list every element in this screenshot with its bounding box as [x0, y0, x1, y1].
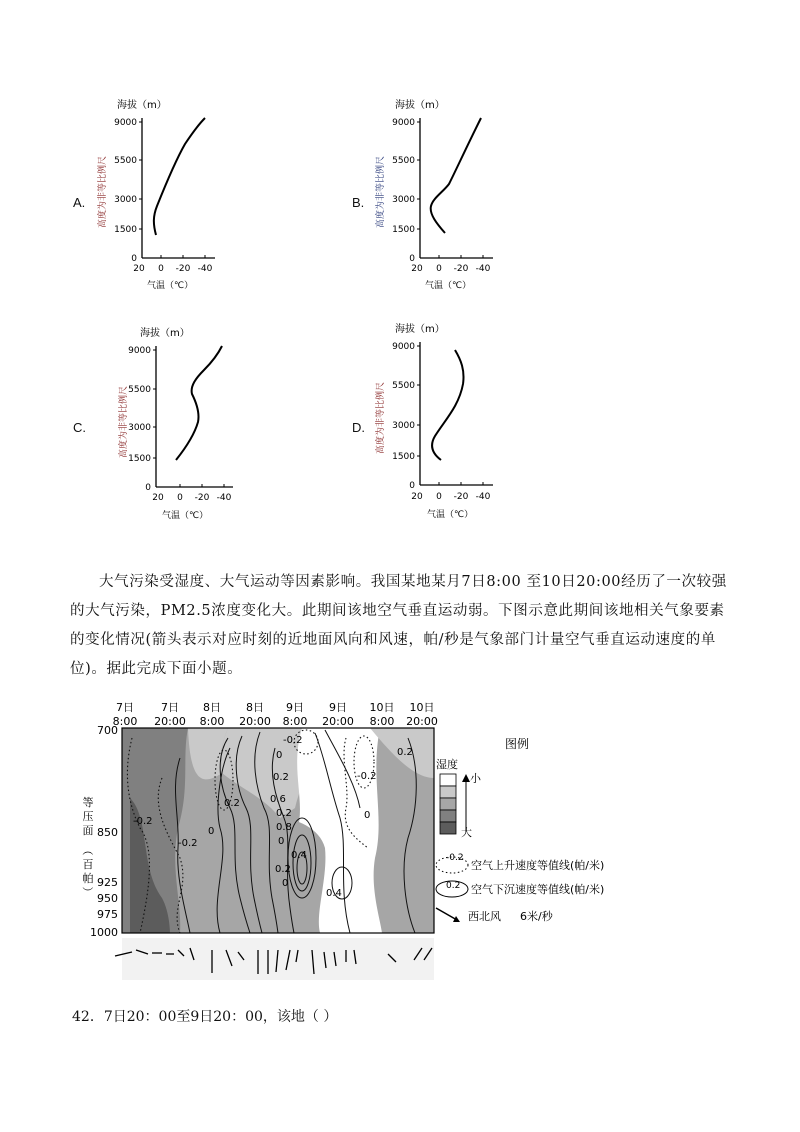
svg-text:20: 20: [411, 492, 423, 502]
svg-text:20:00: 20:00: [322, 715, 354, 728]
svg-text:3000: 3000: [392, 195, 415, 205]
svg-text:0: 0: [409, 481, 415, 491]
svg-text:8日: 8日: [203, 701, 221, 714]
svg-text:西北风: 西北风: [468, 910, 501, 923]
svg-text:0: 0: [282, 878, 289, 889]
svg-text:0.6: 0.6: [270, 794, 286, 805]
svg-text:气温（℃）: 气温（℃）: [427, 510, 474, 520]
temperature-profile-graph: [373, 96, 513, 296]
svg-text:-0.2: -0.2: [283, 735, 303, 746]
svg-text:5500: 5500: [128, 385, 151, 395]
y-title: 海拔（m）: [117, 100, 167, 111]
svg-text:3000: 3000: [114, 195, 137, 205]
svg-text:等: 等: [82, 796, 94, 809]
svg-text:6米/秒: 6米/秒: [520, 910, 553, 923]
svg-text:1500: 1500: [392, 452, 415, 462]
svg-text:9000: 9000: [392, 118, 415, 128]
svg-text:5500: 5500: [392, 156, 415, 166]
svg-text:1500: 1500: [114, 225, 137, 235]
svg-text:850: 850: [97, 826, 118, 839]
svg-text:气温（℃）: 气温（℃）: [147, 281, 194, 291]
svg-text:0: 0: [158, 264, 164, 274]
svg-text:-0.2: -0.2: [178, 838, 198, 849]
humidity-scale: [440, 774, 456, 834]
temperature-profile-graph: [373, 318, 513, 523]
svg-text:0: 0: [208, 826, 215, 837]
svg-text:气温（℃）: 气温（℃）: [425, 281, 472, 291]
svg-text:1000: 1000: [90, 926, 118, 939]
svg-text:5500: 5500: [392, 381, 415, 391]
svg-text:海拔（m）: 海拔（m）: [395, 100, 445, 111]
option-letter: C.: [73, 420, 86, 435]
svg-text:9日: 9日: [329, 701, 347, 714]
svg-text:0: 0: [436, 264, 442, 274]
svg-text:0.4: 0.4: [291, 850, 307, 861]
svg-text:0: 0: [278, 836, 285, 847]
svg-text:0: 0: [409, 254, 415, 264]
temperature-profile-graph: [118, 322, 258, 522]
svg-text:20:00: 20:00: [154, 715, 186, 728]
svg-text:-40: -40: [475, 492, 491, 502]
svg-text:-20: -20: [194, 493, 210, 503]
svg-text:925: 925: [97, 876, 118, 889]
svg-text:（: （: [81, 844, 94, 856]
svg-text:10日: 10日: [409, 701, 435, 714]
svg-text:9000: 9000: [128, 346, 151, 356]
svg-text:1500: 1500: [392, 225, 415, 235]
svg-text:5500: 5500: [114, 156, 137, 166]
svg-text:9日: 9日: [286, 701, 304, 714]
svg-text:8:00: 8:00: [112, 715, 138, 728]
svg-text:10日: 10日: [369, 701, 395, 714]
svg-text:压: 压: [82, 810, 94, 823]
svg-text:百: 百: [82, 858, 94, 871]
svg-text:9000: 9000: [114, 118, 137, 128]
svg-text:0: 0: [177, 493, 183, 503]
svg-text:湿度: 湿度: [436, 758, 458, 771]
svg-text:8日: 8日: [246, 701, 264, 714]
svg-text:-0.2: -0.2: [446, 853, 464, 863]
svg-text:空气上升速度等值线(帕/米): 空气上升速度等值线(帕/米): [471, 859, 605, 872]
svg-text:气温（℃）: 气温（℃）: [162, 511, 209, 521]
svg-text:0.8: 0.8: [276, 822, 292, 833]
svg-text:-0.2: -0.2: [133, 816, 153, 827]
svg-text:面: 面: [82, 824, 94, 837]
svg-text:20: 20: [411, 264, 423, 274]
question-stem-paragraph: 大气污染受湿度、大气运动等因素影响。我国某地某月7日8:00 至10日20:00经历了一次较强的大气污染，PM2.5浓度变化大。此期间该地空气垂直运动弱。下图示意此期间该地相关气象要素的变化情况(箭头表示对应时刻的近地面风向和风速，帕/秒是气象部门计量空气垂直运动速度的单位)。据此完成下面小题。: [70, 574, 727, 677]
svg-text:小: 小: [470, 772, 481, 785]
svg-text:-20: -20: [453, 264, 469, 274]
svg-text:7日: 7日: [116, 701, 134, 714]
svg-text:）: ）: [81, 886, 94, 898]
svg-text:0: 0: [145, 483, 151, 493]
svg-text:0: 0: [276, 750, 283, 761]
svg-text:3000: 3000: [128, 423, 151, 433]
svg-text:-40: -40: [197, 264, 213, 274]
svg-text:-20: -20: [175, 264, 191, 274]
svg-text:0.2: 0.2: [446, 881, 461, 891]
question-42: 42．7日20：00至9日20：00，该地（ ）: [72, 1009, 338, 1025]
svg-text:0: 0: [364, 810, 371, 821]
svg-text:高度为非等比例尺: 高度为非等比例尺: [376, 381, 386, 455]
svg-text:20: 20: [152, 493, 164, 503]
svg-text:3000: 3000: [392, 421, 415, 431]
svg-text:大: 大: [461, 826, 472, 839]
svg-text:0.2: 0.2: [275, 864, 291, 875]
svg-text:高度为非等比例尺: 高度为非等比例尺: [376, 155, 386, 229]
svg-text:20:00: 20:00: [406, 715, 438, 728]
svg-text:0: 0: [436, 492, 442, 502]
svg-text:高度为非等比例尺: 高度为非等比例尺: [119, 385, 129, 459]
svg-text:高度为非等比例尺: 高度为非等比例尺: [98, 155, 108, 229]
svg-text:-20: -20: [453, 492, 469, 502]
svg-text:1500: 1500: [128, 454, 151, 464]
svg-text:0.2: 0.2: [224, 798, 240, 809]
svg-text:20:00: 20:00: [239, 715, 271, 728]
svg-text:975: 975: [97, 908, 118, 921]
svg-text:20: 20: [133, 264, 145, 274]
svg-text:海拔（m）: 海拔（m）: [140, 328, 190, 339]
svg-text:0.2: 0.2: [273, 772, 289, 783]
pressure-time-cross-section: [70, 698, 670, 988]
svg-text:-40: -40: [475, 264, 491, 274]
svg-text:空气下沉速度等值线(帕/米): 空气下沉速度等值线(帕/米): [471, 883, 605, 896]
svg-text:-0.2: -0.2: [357, 771, 377, 782]
svg-text:0.2: 0.2: [276, 808, 292, 819]
option-letter: D.: [352, 420, 365, 435]
svg-text:700: 700: [97, 724, 118, 737]
svg-text:-40: -40: [216, 493, 232, 503]
svg-text:8:00: 8:00: [369, 715, 395, 728]
temperature-profile-graph: [95, 96, 235, 296]
svg-text:海拔（m）: 海拔（m）: [395, 324, 445, 335]
svg-text:8:00: 8:00: [199, 715, 225, 728]
legend-title: 图例: [505, 737, 530, 751]
svg-text:950: 950: [97, 892, 118, 905]
svg-text:8:00: 8:00: [282, 715, 308, 728]
svg-text:0.4: 0.4: [326, 888, 342, 899]
svg-text:9000: 9000: [392, 342, 415, 352]
svg-text:帕: 帕: [82, 872, 94, 885]
svg-text:0.2: 0.2: [397, 747, 413, 758]
option-letter: B.: [352, 195, 365, 210]
svg-text:7日: 7日: [161, 701, 179, 714]
option-letter: A.: [73, 195, 86, 210]
svg-text:0: 0: [131, 254, 137, 264]
